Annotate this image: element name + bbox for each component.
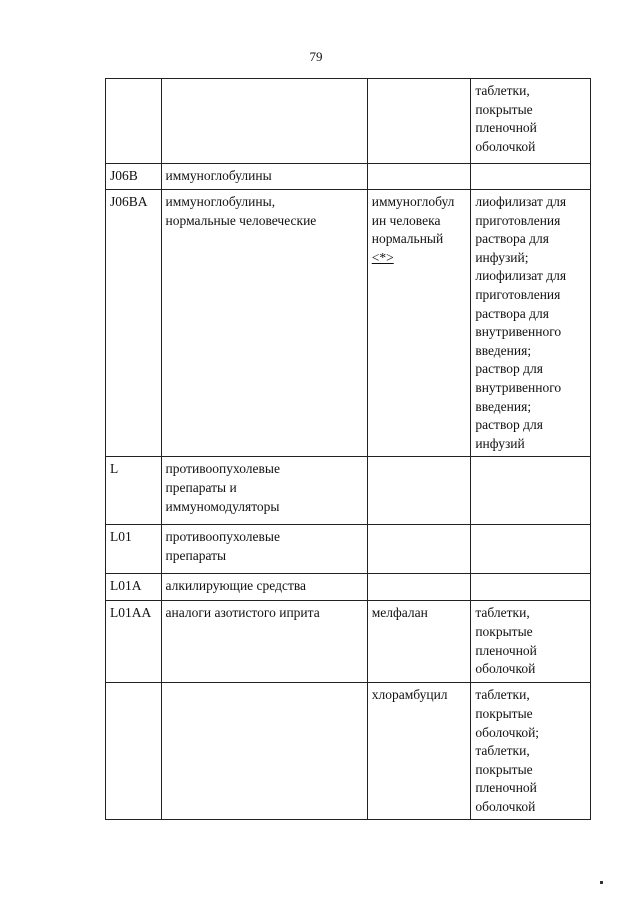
dosage-form-line: оболочкой [475, 138, 536, 154]
dosage-form-cell [471, 683, 591, 820]
dosage-form-cell [471, 164, 591, 190]
dosage-form-cell [471, 601, 591, 683]
dosage-form-cell [471, 574, 591, 601]
dosage-form-cell [471, 457, 591, 525]
dosage-form-line: оболочкой [475, 798, 536, 814]
group-name-line: препараты и [165, 479, 237, 495]
dosage-form-line: оболочкой [475, 661, 536, 677]
table-row [106, 457, 591, 525]
table-row [106, 525, 591, 574]
scan-speck [600, 881, 603, 884]
atc-code-cell: L01 [106, 525, 162, 574]
table-row [106, 574, 591, 601]
group-name-cell [161, 79, 367, 164]
group-name-cell [161, 601, 367, 683]
atc-code-cell: L [106, 457, 162, 525]
group-name-line: аналоги азотистого иприта [165, 605, 320, 621]
group-name-cell [161, 457, 367, 525]
table-row [106, 190, 591, 457]
atc-code-cell: L01A [106, 574, 162, 601]
group-name-line: противоопухолевые [165, 461, 280, 477]
atc-code-cell: J06B [106, 164, 162, 190]
group-name-line: нормальные человеческие [165, 212, 317, 228]
dosage-form-line: покрытые [475, 705, 533, 721]
group-name-line: препараты [165, 547, 227, 563]
dosage-form-line: раствора для [475, 231, 549, 247]
group-name-line: иммуноглобулины [165, 168, 272, 183]
atc-code-cell [106, 79, 162, 164]
group-name-cell [161, 164, 367, 190]
dosage-form-line: покрытые [475, 761, 533, 777]
drug-name-cell [367, 574, 471, 601]
drug-name-cell [367, 190, 471, 457]
table-row [106, 601, 591, 683]
group-name-cell [161, 683, 367, 820]
dosage-form-line: лиофилизат для [475, 194, 567, 209]
dosage-form-line: пленочной [475, 780, 537, 796]
dosage-form-line: таблетки, [475, 687, 530, 703]
dosage-form-line: внутривенного [475, 324, 562, 340]
group-name-line: иммуноглобулины, [165, 194, 276, 209]
dosage-form-line: оболочкой; [475, 724, 540, 740]
atc-code-cell: L01AA [106, 601, 162, 683]
dosage-form-cell [471, 190, 591, 457]
drug-name-cell [367, 601, 471, 683]
dosage-form-line: инфузий [475, 435, 525, 451]
dosage-form-line: покрытые [475, 623, 533, 639]
dosage-form-line: приготовления [475, 286, 561, 302]
drug-classification-table [105, 78, 591, 820]
drug-name-line: иммуноглобул [371, 194, 455, 209]
atc-code-cell [106, 683, 162, 820]
group-name-line: алкилирующие средства [165, 578, 307, 594]
group-name-cell [161, 190, 367, 457]
drug-name-cell [367, 164, 471, 190]
drug-name-line: мелфалан [371, 605, 428, 621]
group-name-cell [161, 574, 367, 601]
dosage-form-line: таблетки, [475, 605, 530, 621]
dosage-form-line: раствор для [475, 361, 543, 377]
table-row [106, 683, 591, 820]
drug-name-cell [367, 457, 471, 525]
dosage-form-line: введения; [475, 398, 532, 414]
dosage-form-line: введения; [475, 342, 532, 358]
dosage-form-line: инфузий; [475, 249, 529, 265]
footnote-link[interactable]: <*> [371, 249, 394, 265]
dosage-form-line: таблетки, [475, 83, 530, 98]
atc-code-cell: J06BA [106, 190, 162, 457]
table-row [106, 164, 591, 190]
dosage-form-cell [471, 79, 591, 164]
dosage-form-line: пленочной [475, 120, 537, 136]
dosage-form-line: пленочной [475, 642, 537, 658]
drug-name-line: нормальный [371, 231, 444, 247]
dosage-form-line: раствора для [475, 305, 549, 321]
drug-name-line: ин человека [371, 212, 441, 228]
table-row [106, 79, 591, 164]
drug-name-cell [367, 79, 471, 164]
dosage-form-line: внутривенного [475, 379, 562, 395]
drug-name-line: хлорамбуцил [371, 687, 448, 703]
dosage-form-line: приготовления [475, 212, 561, 228]
drug-name-cell [367, 683, 471, 820]
dosage-form-line: лиофилизат для [475, 268, 567, 284]
dosage-form-line: покрытые [475, 101, 533, 117]
page-number: 79 [309, 49, 323, 64]
drug-name-cell [367, 525, 471, 574]
dosage-form-line: таблетки, [475, 743, 530, 759]
group-name-line: иммуномодуляторы [165, 498, 280, 514]
dosage-form-line: раствор для [475, 417, 543, 433]
dosage-form-cell [471, 525, 591, 574]
group-name-line: противоопухолевые [165, 529, 280, 545]
group-name-cell [161, 525, 367, 574]
